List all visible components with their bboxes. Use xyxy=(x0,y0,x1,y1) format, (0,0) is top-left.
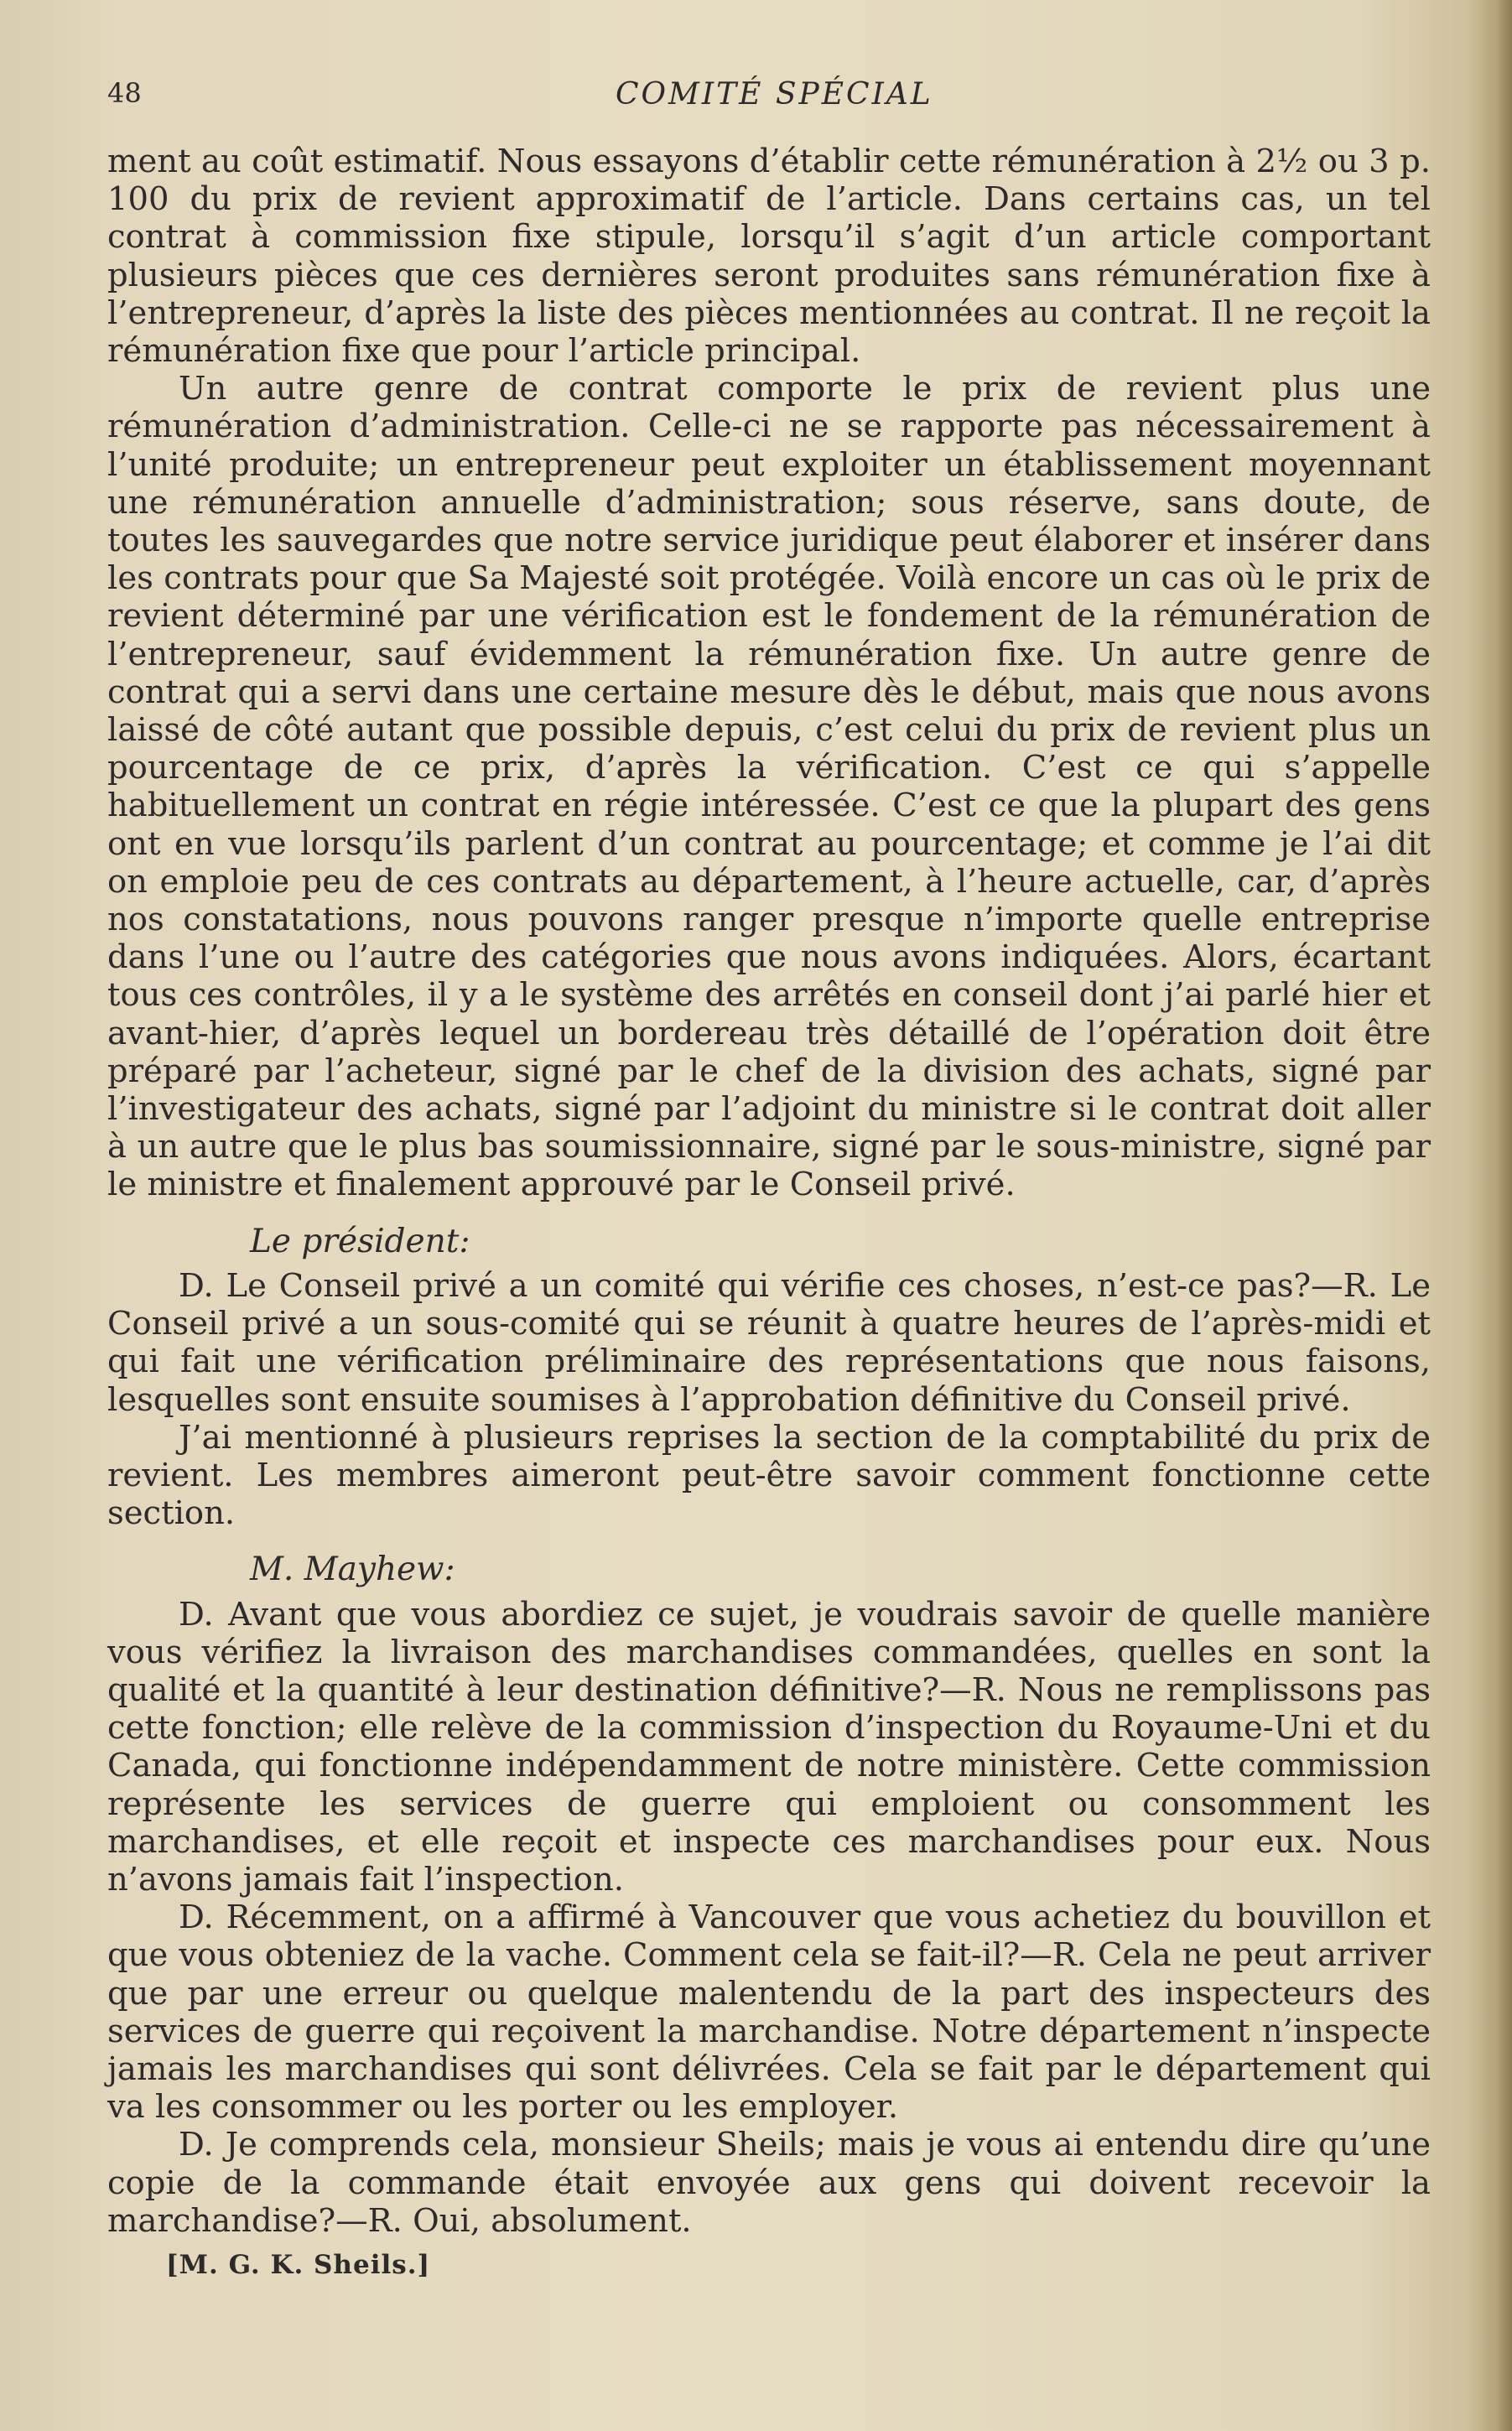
page-header xyxy=(107,77,1432,119)
paragraph-7: D. Je comprends cela, monsieur Sheils; mais je vous ai entendu dire qu’une copie de la commande était envoyée aux gens qui doivent recevoir la marchandise?—R. Oui, absolument. xyxy=(107,2126,1431,2240)
paragraph-4: J’ai mentionné à plusieurs reprises la section de la comptabilité du prix de revient. Les membres aimeront peut-être savoir comment fonctionne cette section. xyxy=(107,1418,1431,1533)
paragraph-3: D. Le Conseil privé a un comité qui vérifie ces choses, n’est-ce pas?—R. Le Conseil privé a un sous-comité qui se réunit à quatre heures de l’après-midi et qui fait une vérification préliminaire des représentations que nous faisons, lesquelles sont ensuite soumises à l’approbation définitive du Conseil privé. xyxy=(107,1266,1431,1419)
paragraph-5: D. Avant que vous abordiez ce sujet, je voudrais savoir de quelle manière vous vérifiez la livraison des marchandises commandées, quelles en sont la qualité et la quantité à leur destination définitive?—R. Nous ne remplissons pas cette fonction; elle relève de la commission d’inspection du Royaume-Uni et du Canada, qui fonctionne indépendamment de notre ministère. Cette commission représente les services de guerre qui emploient ou consomment les marchandises, et elle reçoit et inspecte ces marchandises pour eux. Nous n’avons jamais fait l’inspection. xyxy=(107,1595,1431,1899)
page-number: 48 xyxy=(107,77,142,109)
paragraph-6: D. Récemment, on a affirmé à Vancouver que vous achetiez du bouvillon et que vous obteniez de la vache. Comment cela se fait-il?—R. Cela ne peut arriver que par une erreur ou quelque malentendu de la part des inspecteurs des services de guerre qui reçoivent la marchandise. Notre département n’inspecte jamais les marchandises qui sont délivrées. Cela se fait par le département qui va les consommer ou les porter ou les employer. xyxy=(107,1899,1431,2127)
paragraph-1: ment au coût estimatif. Nous essayons d’établir cette rémunération à 2½ ou 3 p. 100 du prix de revient approximatif de l’article. Dans certains cas, un tel contrat à commission fixe stipule, lorsqu’il s’agit d’un article comportant plusieurs pièces que ces dernières seront produites sans rémunération fixe à l’entrepreneur, d’après la liste des pièces mentionnées au contrat. Il ne reçoit la rémunération fixe que pour l’article principal. xyxy=(107,143,1431,371)
paragraph-2: Un autre genre de contrat comporte le prix de revient plus une rémunération d’administration. Celle-ci ne se rapporte pas nécessairement à l’unité produite; un entrepreneur peut exploiter un établissement moyennant une rémunération annuelle d’administration; sous réserve, sans doute, de toutes les sauvegardes que notre service juridique peut élaborer et insérer dans les contrats pour que Sa Majesté soit protégée. Voilà encore un cas où le prix de revient déterminé par une vérification est le fondement de la rémunération de l’entrepreneur, sauf évidemment la rémunération fixe. Un autre genre de contrat qui a servi dans une certaine mesure dès le début, mais que nous avons laissé de côté autant que possible depuis, c’est celui du prix de revient plus un pourcentage de ce prix, d’après la vérification. C’est ce qui s’appelle habituellement un contrat en régie intéressée. C’est ce que la plupart des gens ont en vue lorsqu’ils parlent d’un contrat au pourcentage; et comme je l’ai dit on emploie peu de ces contrats au département, à l’heure actuelle, car, d’après nos constatations, nous pouvons ranger presque n’importe quelle entreprise dans l’une ou l’autre des catégories que nous avons indiquées. Alors, écartant tous ces contrôles, il y a le système des arrêtés en conseil dont j’ai parlé hier et avant-hier, d’après lequel un bordereau très détaillé de l’opération doit être préparé par l’acheteur, signé par le chef de la division des achats, signé par l’investigateur des achats, signé par l’adjoint du ministre si le contrat doit aller à un autre que le plus bas soumissionnaire, signé par le sous-ministre, signé par le ministre et finalement approuvé par le Conseil privé. xyxy=(107,370,1431,1204)
speaker-attribution: [M. G. K. Sheils.] xyxy=(166,2249,431,2280)
speaker-president: Le président: xyxy=(250,1222,470,1260)
page-edge-shadow xyxy=(1483,0,1512,2431)
body-text xyxy=(107,143,1431,2284)
running-title: COMITÉ SPÉCIAL xyxy=(616,77,933,112)
speaker-mayhew: M. Mayhew: xyxy=(250,1551,455,1589)
